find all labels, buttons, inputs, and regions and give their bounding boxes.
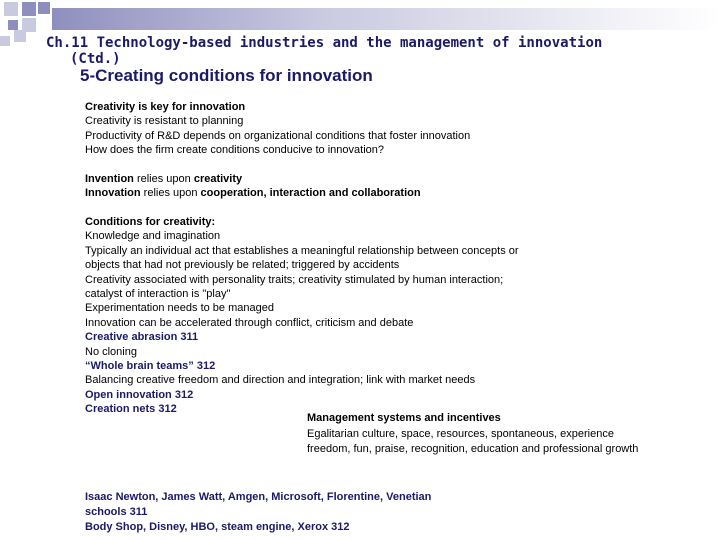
text-line: Body Shop, Disney, HBO, steam engine, Xerox 312 xyxy=(85,520,350,533)
creative-abrasion: Creative abrasion 311 xyxy=(85,331,199,344)
text-line: Isaac Newton, James Watt, Amgen, Microsoft, Florentine, Venetian xyxy=(85,491,432,503)
text-bold: Invention xyxy=(85,173,134,185)
section-title: 5-Creating conditions for innovation xyxy=(80,66,373,85)
text-line: Productivity of R&D depends on organizational conditions that foster innovation xyxy=(85,129,471,142)
chapter-title-line2: (Ctd.) xyxy=(70,51,121,67)
text-line: No cloning xyxy=(85,345,137,358)
management-heading: Management systems and incentives xyxy=(307,412,501,424)
text-line: Typically an individual act that establishes a meaningful relationship between concepts or xyxy=(85,244,519,257)
examples-block xyxy=(85,490,431,534)
open-innovation: Open innovation 312 xyxy=(85,388,194,401)
conditions-heading: Conditions for creativity: xyxy=(85,216,216,228)
text-line xyxy=(85,172,421,186)
text-line: Knowledge and imagination xyxy=(85,230,221,243)
text-line xyxy=(85,186,421,200)
chapter-title xyxy=(46,35,706,67)
block-invention xyxy=(85,172,421,201)
text-line: Creativity is key for innovation xyxy=(85,101,246,113)
text-bold: creativity xyxy=(193,173,243,185)
block-creativity-key xyxy=(85,100,470,158)
text-line: objects that had not previously be related; triggered by accidents xyxy=(85,259,400,272)
header-bar xyxy=(52,8,720,30)
text-line: Balancing creative freedom and direction and integration; link with market needs xyxy=(85,374,476,387)
text-line: Creativity associated with personality traits; creativity stimulated by human interaction; xyxy=(85,273,504,286)
chapter-title-line1: Ch.11 Technology-based industries and the management of innovation xyxy=(46,35,603,51)
text-line: Experimentation needs to be managed xyxy=(85,302,274,315)
text-span: relies upon xyxy=(140,187,201,200)
text-line: Creativity is resistant to planning xyxy=(85,115,244,128)
text-bold: cooperation, interaction and collaboration xyxy=(200,187,421,200)
text-line: schools 311 xyxy=(85,505,148,518)
block-conditions xyxy=(85,215,519,417)
management-block xyxy=(307,411,638,458)
creation-nets: Creation nets 312 xyxy=(85,403,177,416)
text-line: catalyst of interaction is "play" xyxy=(85,288,231,301)
text-line: freedom, fun, praise, recognition, education and professional growth xyxy=(307,443,639,455)
text-line: Egalitarian culture, space, resources, spontaneous, experience xyxy=(307,427,614,440)
text-span: relies upon xyxy=(133,173,194,185)
text-bold: Innovation xyxy=(85,187,141,200)
text-line: Innovation can be accelerated through conflict, criticism and debate xyxy=(85,316,414,329)
whole-brain-teams: “Whole brain teams” 312 xyxy=(85,360,216,373)
text-line: How does the firm create conditions conducive to innovation? xyxy=(85,144,385,157)
